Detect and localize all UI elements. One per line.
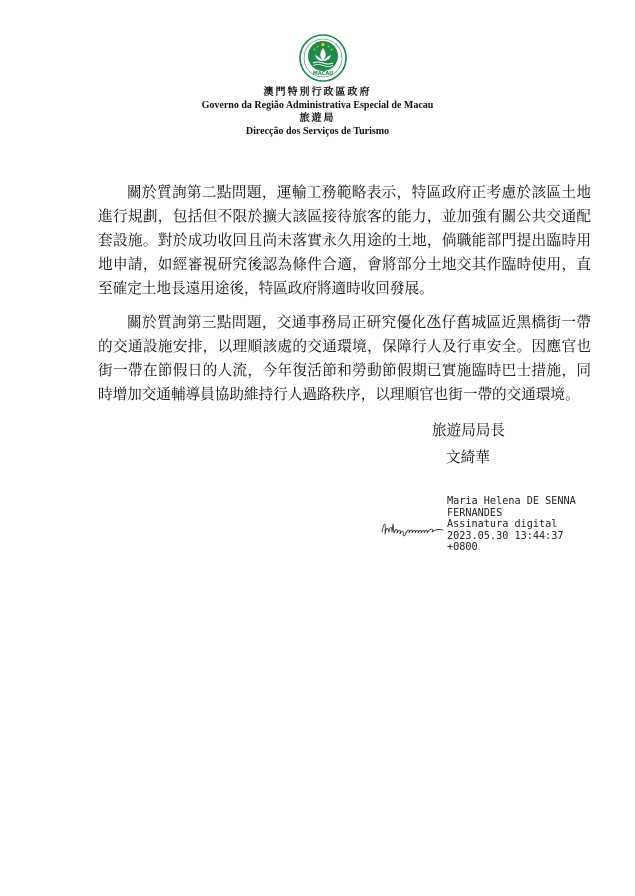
department-name-portuguese: Direcção dos Serviços de Turismo (245, 126, 390, 137)
svg-text:MACAU: MACAU (312, 71, 334, 77)
body-paragraph-1: 關於質詢第二點問題，運輸工務範略表示，特區政府正考慮於該區土地進行規劃，包括但不限於擴大該區接待旅客的能力，並加強有關公共交通配套設施。對於成功收回且尚未落實永久用途的土地，倘職能部門提出臨時用地申請，如經審視研究後認為條件合適，會將部分土地交其作臨時使用，直至確定土地長遠用途後，特區政府將適時收回發展。 (98, 184, 591, 297)
signatory-title: 旅遊局局長 (432, 422, 505, 439)
signature-timezone: +0800 (447, 542, 478, 554)
macau-emblem-logo (299, 34, 347, 82)
government-name-portuguese: Governo da Região Administrativa Especial de Macau (201, 100, 434, 111)
signer-name-line1: Maria Helena DE SENNA (447, 496, 576, 507)
department-name-chinese: 旅遊局 (299, 113, 336, 124)
body-paragraph-2: 關於質詢第三點問題，交通事務局正研究優化氹仔舊城區近黑橋街一帶的交通設施安排，以理順該處的交通環境，保障行人及行車安全。因應官也街一帶在節假日的人流，今年復活節和勞動節假期已實施臨時巴士措施，同時增加交通輔導員協助維持行人過路秩序，以理順官也街一帶的交通環境。 (98, 314, 591, 403)
signer-name-line2: FERNANDES (447, 507, 503, 519)
handwritten-signature (380, 514, 446, 540)
letterhead (0, 86, 635, 138)
digital-signature-block (447, 496, 597, 554)
signature-label: Assinatura digital (447, 519, 558, 531)
signatory-name: 文綺華 (446, 449, 490, 466)
government-name-chinese: 澳門特別行政區政府 (263, 87, 372, 98)
signature-timestamp: 2023.05.30 13:44:37 (447, 530, 564, 542)
